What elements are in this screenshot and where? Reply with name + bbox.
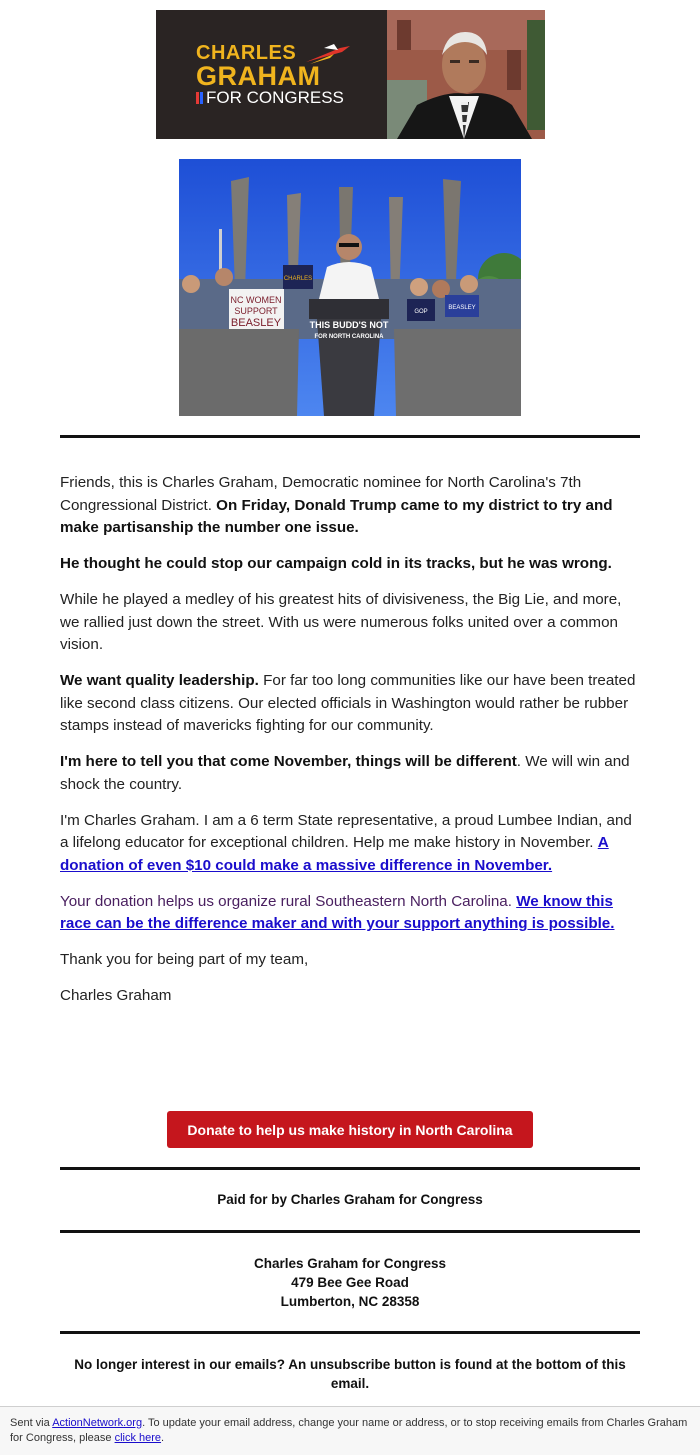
paid-for-disclaimer: Paid for by Charles Graham for Congress <box>217 1192 483 1207</box>
address-name: Charles Graham for Congress <box>253 1256 447 1271</box>
sign-nc-women: NC WOMEN <box>230 295 282 305</box>
divider-cta <box>60 1167 640 1170</box>
email-footer: Sent via ActionNetwork.org. To update your email address, change your name or address, or to stop receiving emails from Charles Graham for Congress, please click here. <box>0 1406 700 1455</box>
donation-link-10[interactable]: A donation of even $10 could make a massive difference in November. <box>60 834 609 874</box>
email-body <box>60 472 644 1021</box>
address-street: 479 Bee Gee Road <box>291 1275 409 1290</box>
paragraph-bio: I'm Charles Graham. I am a 6 term State representative, a proud Lumbee Indian, and a lifelong educator for exceptional children. Help me make history in November. A donation of even $10 could make a massive difference in November. <box>60 811 632 874</box>
logo-tagline: FOR CONGRESS <box>196 89 344 107</box>
signature: Charles Graham <box>60 987 172 1004</box>
paragraph-november: I'm here to tell you that come November, things will be different. We will win and shock the country. <box>60 753 630 793</box>
rally-photo <box>179 159 521 416</box>
paragraph-rally: While he played a medley of his greatest hits of divisiveness, the Big Lie, and more, we rallied just down the street. With us were numerous folks united over a common vision. <box>60 591 622 653</box>
candidate-portrait <box>387 10 545 139</box>
sign-beasley-left: BEASLEY <box>230 317 282 329</box>
sign-charles: CHARLES <box>283 276 313 282</box>
paragraph-stop-campaign: He thought he could stop our campaign cold in its tracks, but he was wrong. <box>60 555 612 572</box>
podium-sign-line1: THIS BUDD'S NOT <box>309 320 389 330</box>
unsubscribe-note: No longer interest in our emails? An unsubscribe button is found at the bottom of this email. <box>74 1357 626 1391</box>
podium-sign-line2: FOR NORTH CAROLINA <box>314 334 384 340</box>
paragraph-leadership: We want quality leadership. For far too long communities like our have been treated like second class citizens. Our elected officials in Washington would rather be rubber stamps instead of mavericks fighting for our community. <box>60 672 636 734</box>
logo-last-name: GRAHAM <box>196 61 321 91</box>
closing-line: Thank you for being part of my team, <box>60 951 309 968</box>
sign-support: SUPPORT <box>234 306 278 316</box>
mailing-address <box>60 1254 640 1311</box>
divider-address <box>60 1331 640 1334</box>
donation-link-difference[interactable]: We know this race can be the difference maker and with your support anything is possible. <box>60 892 615 932</box>
sign-gop: GOP <box>414 309 428 315</box>
arrow-feather-icon <box>304 42 352 68</box>
click-here-link[interactable]: click here <box>114 1431 162 1444</box>
paragraph-organize: Your donation helps us organize rural Southeastern North Carolina. We know this race can be the difference maker and with your support anything is possible. <box>60 892 615 932</box>
donate-button[interactable]: Donate to help us make history in North Carolina <box>167 1111 533 1148</box>
logo-first-name: CHARLES <box>196 42 297 64</box>
divider-top <box>60 435 640 438</box>
paragraph-intro: Friends, this is Charles Graham, Democratic nominee for North Carolina's 7th Congressional District. On Friday, Donald Trump came to my district to try and make partisanship the number one issue. <box>60 474 613 536</box>
campaign-banner <box>156 10 545 139</box>
address-city: Lumberton, NC 28358 <box>280 1294 420 1309</box>
actionnetwork-link[interactable]: ActionNetwork.org <box>52 1417 143 1429</box>
sign-beasley-right: BEASLEY <box>448 305 476 311</box>
divider-disclaimer <box>60 1230 640 1233</box>
